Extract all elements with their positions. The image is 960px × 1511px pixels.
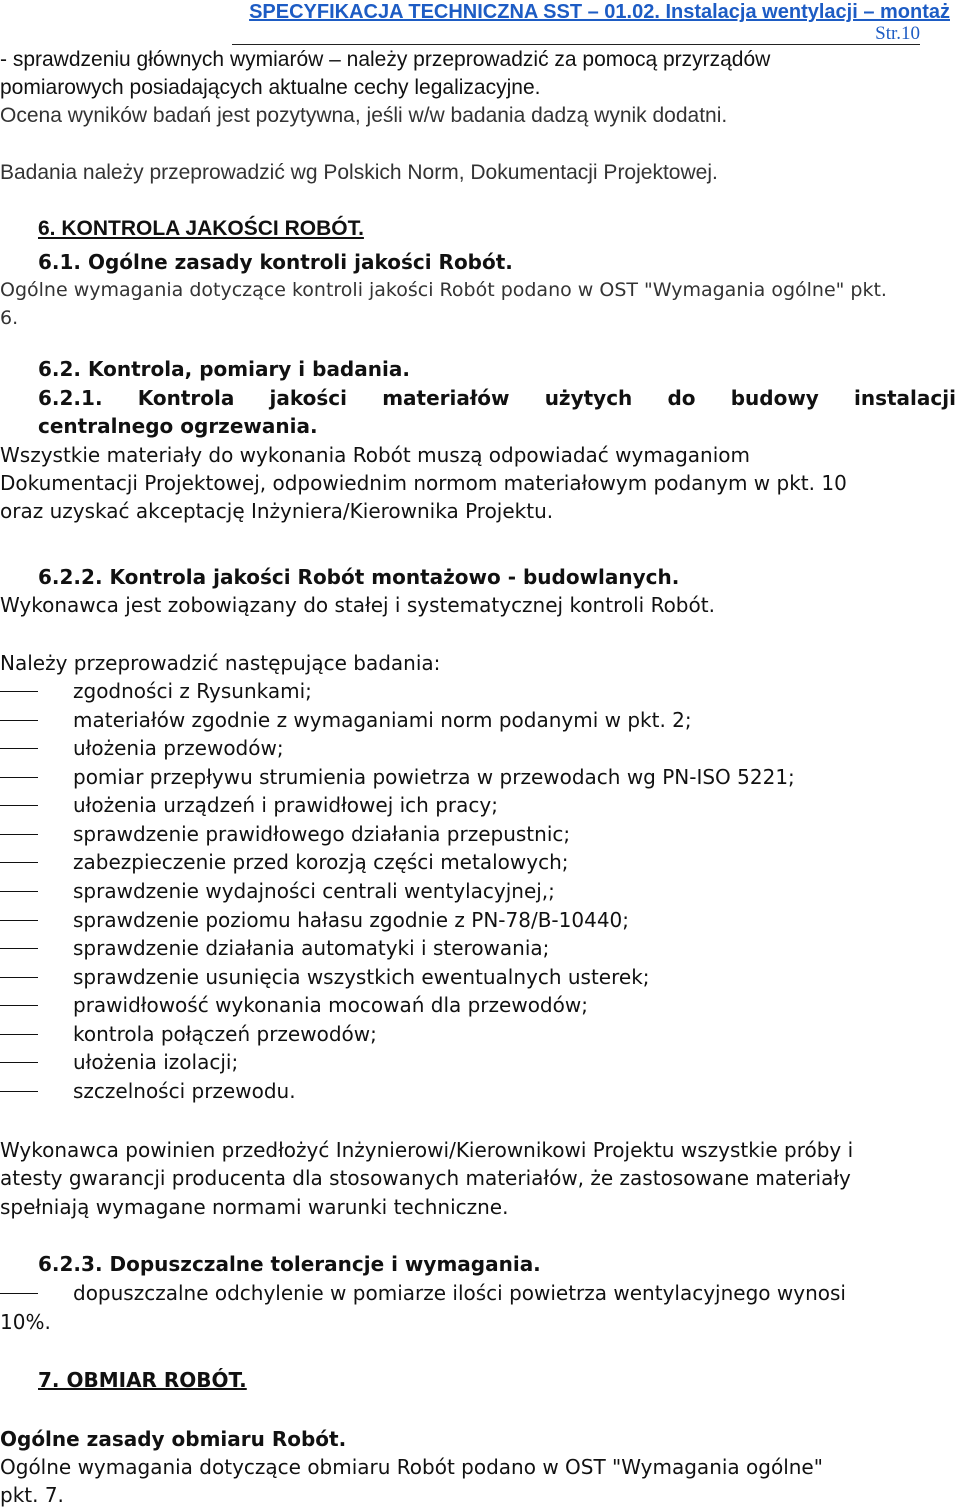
- dash-bullet: [0, 720, 38, 721]
- list-item: [0, 820, 950, 848]
- list-item: [0, 706, 950, 734]
- intro-line-2: pomiarowych posiadających aktualne cechy legalizacyjne.: [0, 76, 541, 99]
- section-6-2-3-item-continuation: 10%.: [0, 1310, 51, 1334]
- list-item: [0, 934, 950, 962]
- list-item: [0, 1020, 950, 1048]
- list-item-text: ułożenia przewodów;: [73, 736, 284, 760]
- heading-word: do: [667, 386, 696, 410]
- heading-word: użytych: [544, 386, 633, 410]
- section-6-2-2-text-4: atesty gwarancji producenta dla stosowanych materiałów, że zastosowane materiały: [0, 1166, 851, 1190]
- page-number: Str.10: [875, 23, 920, 44]
- list-item-text: prawidłowość wykonania mocowań dla przewodów;: [73, 993, 588, 1017]
- dash-bullet: [0, 834, 38, 835]
- page-header: [0, 0, 960, 48]
- section-6-2-1-heading: [38, 384, 956, 412]
- list-item: [0, 1077, 950, 1105]
- list-item-text: sprawdzenie działania automatyki i sterowania;: [73, 936, 550, 960]
- section-6-1-heading: 6.1. Ogólne zasady kontroli jakości Robót.: [38, 250, 513, 274]
- section-6-2-1-text-2: Dokumentacji Projektowej, odpowiednim normom materiałowym podanym w pkt. 10: [0, 471, 847, 495]
- list-item: [0, 991, 950, 1019]
- list-item-text: ułożenia urządzeń i prawidłowej ich pracy;: [73, 793, 498, 817]
- section-6-2-2-text-1: Wykonawca jest zobowiązany do stałej i systematycznej kontroli Robót.: [0, 593, 715, 617]
- dash-bullet: [0, 891, 38, 892]
- dash-bullet: [0, 862, 38, 863]
- section-6-heading: 6. KONTROLA JAKOŚCI ROBÓT.: [38, 217, 364, 240]
- section-7-text-1: Ogólne wymagania dotyczące obmiaru Robót podano w OST "Wymagania ogólne": [0, 1455, 823, 1479]
- list-item-text: zgodności z Rysunkami;: [73, 679, 312, 703]
- list-item-text: sprawdzenie poziomu hałasu zgodnie z PN-78/B-10440;: [73, 908, 630, 932]
- list-item: [0, 963, 950, 991]
- heading-word: 6.2.1.: [38, 386, 103, 410]
- list-item-text: szczelności przewodu.: [73, 1079, 296, 1103]
- section-6-2-2-text-3: Wykonawca powinien przedłożyć Inżynierowi/Kierownikowi Projektu wszystkie próby i: [0, 1138, 854, 1162]
- section-7-heading: 7. OBMIAR ROBÓT.: [38, 1368, 247, 1392]
- list-item: [0, 791, 950, 819]
- list-item-text: pomiar przepływu strumienia powietrza w przewodach wg PN-ISO 5221;: [73, 765, 795, 789]
- dash-bullet: [0, 1293, 38, 1294]
- list-item: [0, 677, 950, 705]
- list-item-text: sprawdzenie usunięcia wszystkich ewentualnych usterek;: [73, 965, 650, 989]
- heading-word: instalacji: [854, 386, 956, 410]
- list-item-text: sprawdzenie wydajności centrali wentylacyjnej,;: [73, 879, 555, 903]
- section-6-2-1-text-3: oraz uzyskać akceptację Inżyniera/Kierownika Projektu.: [0, 499, 554, 523]
- dash-bullet: [0, 920, 38, 921]
- section-6-2-2-text-2: Należy przeprowadzić następujące badania:: [0, 651, 441, 675]
- section-6-2-1-text-1: Wszystkie materiały do wykonania Robót muszą odpowiadać wymaganiom: [0, 443, 750, 467]
- section-6-2-1-heading-line-2: centralnego ogrzewania.: [38, 414, 318, 438]
- list-item: [0, 734, 950, 762]
- dash-bullet: [0, 948, 38, 949]
- header-divider: [232, 44, 920, 45]
- dash-bullet: [0, 748, 38, 749]
- heading-word: budowy: [730, 386, 819, 410]
- heading-word: materiałów: [382, 386, 510, 410]
- list-item: [0, 1048, 950, 1076]
- dash-bullet: [0, 1034, 38, 1035]
- section-7-text-2: pkt. 7.: [0, 1483, 64, 1507]
- section-6-2-2-text-5: spełniają wymagane normami warunki techniczne.: [0, 1195, 509, 1219]
- list-item-text: kontrola połączeń przewodów;: [73, 1022, 377, 1046]
- dash-bullet: [0, 1062, 38, 1063]
- list-item-text: ułożenia izolacji;: [73, 1050, 239, 1074]
- dash-bullet: [0, 977, 38, 978]
- dash-bullet: [0, 805, 38, 806]
- dash-bullet: [0, 1005, 38, 1006]
- intro-line-4: Badania należy przeprowadzić wg Polskich Norm, Dokumentacji Projektowej.: [0, 161, 718, 184]
- list-item-text: dopuszczalne odchylenie w pomiarze ilości powietrza wentylacyjnego wynosi: [73, 1281, 846, 1305]
- dash-bullet: [0, 1091, 38, 1092]
- list-item-text: materiałów zgodnie z wymaganiami norm podanymi w pkt. 2;: [73, 708, 692, 732]
- intro-line-1: - sprawdzeniu głównych wymiarów – należy przeprowadzić za pomocą przyrządów: [0, 48, 771, 71]
- dash-bullet: [0, 691, 38, 692]
- list-item-text: sprawdzenie prawidłowego działania przepustnic;: [73, 822, 571, 846]
- list-item: [0, 848, 950, 876]
- list-item: [0, 906, 950, 934]
- section-6-1-text-1: Ogólne wymagania dotyczące kontroli jakości Robót podano w OST "Wymagania ogólne" pkt.: [0, 279, 887, 301]
- heading-word: jakości: [269, 386, 348, 410]
- heading-word: Kontrola: [137, 386, 235, 410]
- list-item: [0, 877, 950, 905]
- section-7-subheading: Ogólne zasady obmiaru Robót.: [0, 1427, 347, 1451]
- list-item: [0, 763, 950, 791]
- header-title: SPECYFIKACJA TECHNICZNA SST – 01.02. Instalacja wentylacji – montaż: [249, 1, 950, 23]
- section-6-2-3-heading: 6.2.3. Dopuszczalne tolerancje i wymagania.: [38, 1252, 541, 1276]
- list-item: [0, 1279, 950, 1307]
- section-6-1-text-2: 6.: [0, 307, 19, 329]
- dash-bullet: [0, 777, 38, 778]
- intro-line-3: Ocena wyników badań jest pozytywna, jeśli w/w badania dadzą wynik dodatni.: [0, 104, 728, 127]
- section-6-2-heading: 6.2. Kontrola, pomiary i badania.: [38, 357, 410, 381]
- section-6-2-2-heading: 6.2.2. Kontrola jakości Robót montażowo - budowlanych.: [38, 565, 680, 589]
- list-item-text: zabezpieczenie przed korozją części metalowych;: [73, 850, 569, 874]
